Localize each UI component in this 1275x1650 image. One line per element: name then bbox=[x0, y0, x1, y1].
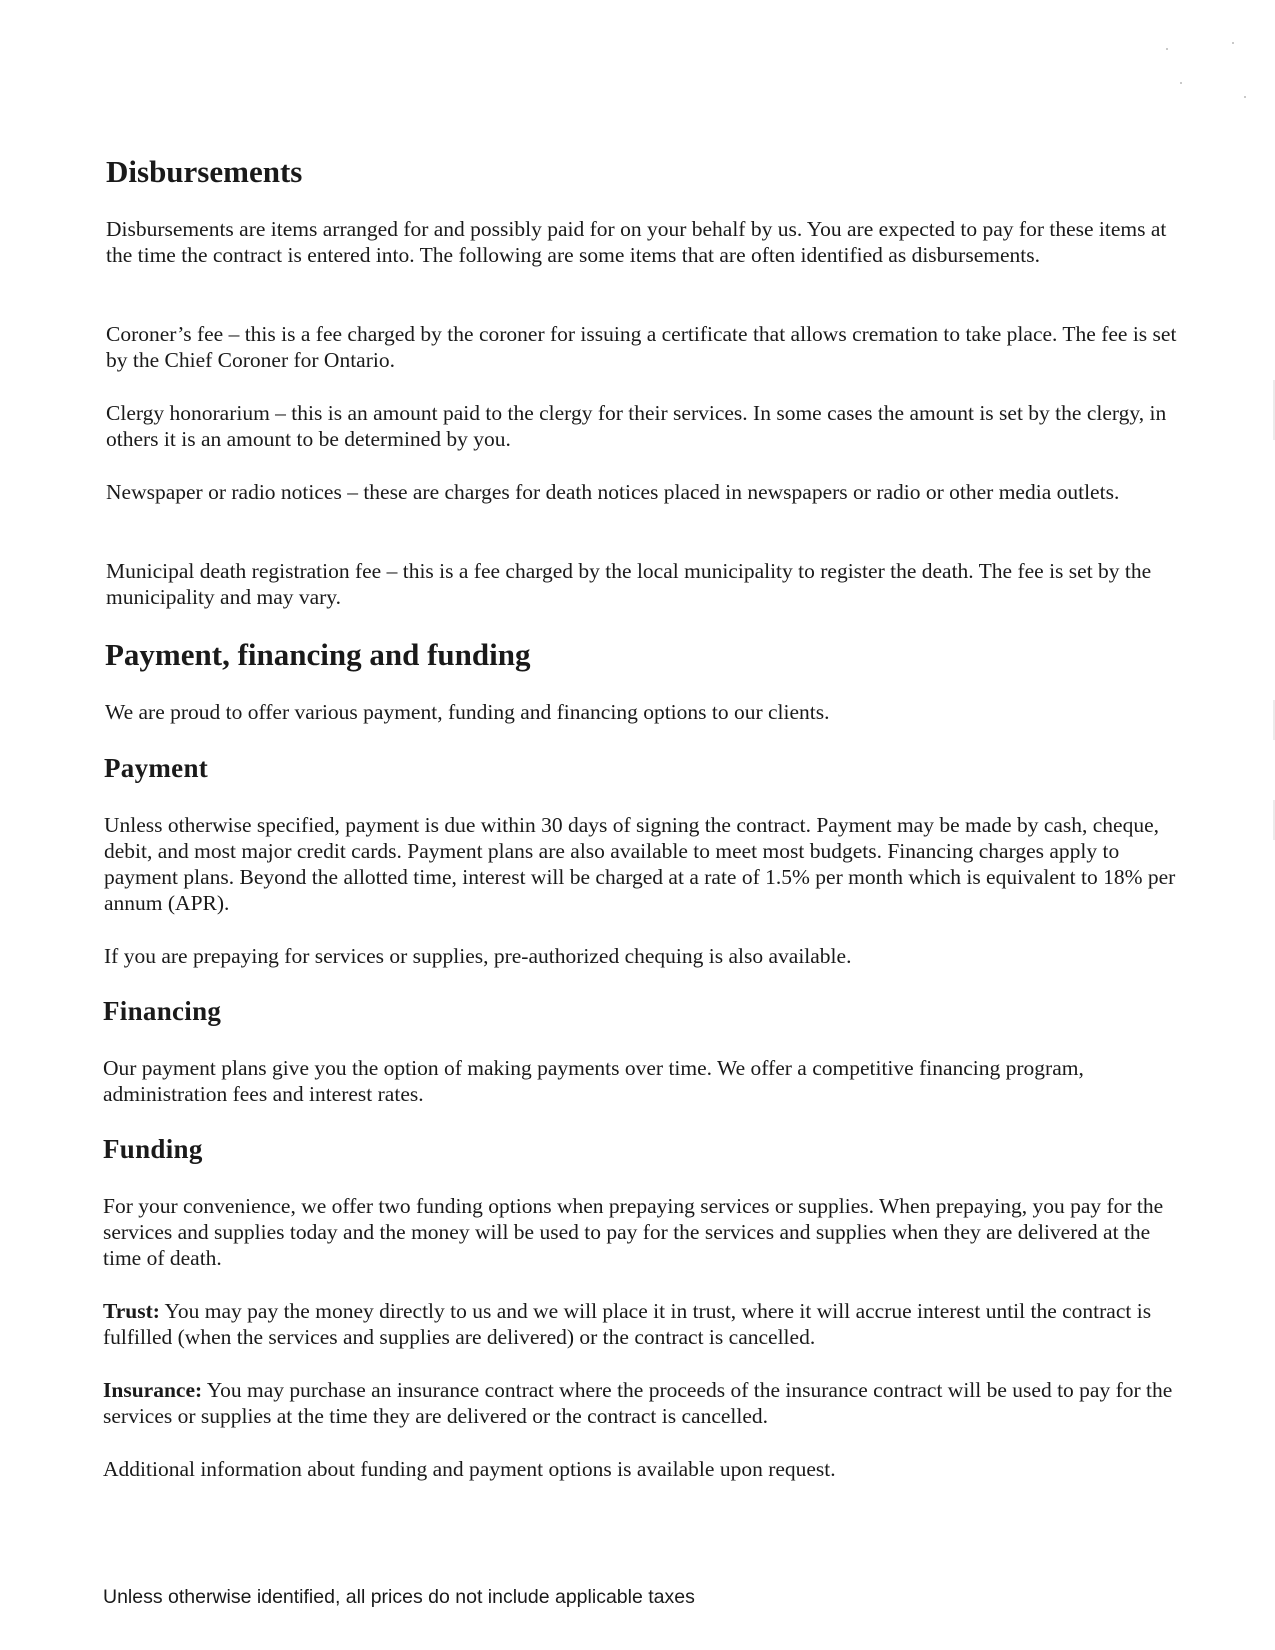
trust-text: You may pay the money directly to us and we will place it in trust, where it will accrue interest until the contract is fulfilled (when the services and supplies are delivered) or the contract is cancelled. bbox=[103, 1299, 1152, 1349]
payment-financing-funding-intro: We are proud to offer various payment, funding and financing options to our clients. bbox=[105, 700, 830, 724]
clergy-honorarium-paragraph: Clergy honorarium – this is an amount paid to the clergy for their services. In some cases the amount is set by the clergy, in others it is an amount to be determined by you. bbox=[106, 401, 1167, 451]
coroner-fee-paragraph: Coroner’s fee – this is a fee charged by the coroner for issuing a certificate that allows cremation to take place. The fee is set by the Chief Coroner for Ontario. bbox=[106, 322, 1177, 372]
scan-speck bbox=[1180, 82, 1182, 84]
trust-label: Trust: bbox=[103, 1299, 160, 1323]
funding-heading: Funding bbox=[103, 1134, 203, 1164]
insurance-paragraph bbox=[103, 1377, 1178, 1429]
taxes-footer-note: Unless otherwise identified, all prices do not include applicable taxes bbox=[103, 1586, 695, 1608]
financing-paragraph: Our payment plans give you the option of making payments over time. We offer a competitive financing program, administration fees and interest rates. bbox=[103, 1056, 1084, 1106]
scan-speck bbox=[1166, 48, 1168, 50]
additional-info-paragraph: Additional information about funding and payment options is available upon request. bbox=[103, 1457, 836, 1481]
notices-paragraph: Newspaper or radio notices – these are charges for death notices placed in newspapers or radio or other media outlets. bbox=[106, 480, 1120, 504]
disbursements-heading: Disbursements bbox=[106, 154, 303, 189]
payment-heading: Payment bbox=[104, 753, 209, 783]
funding-intro-paragraph: For your convenience, we offer two funding options when prepaying services or supplies. When prepaying, you pay for the services and supplies today and the money will be used to pay for the services and supplies when they are delivered at the time of death. bbox=[103, 1194, 1164, 1270]
preauthorized-chequing-paragraph: If you are prepaying for services or supplies, pre-authorized chequing is also available. bbox=[104, 944, 852, 968]
insurance-text: You may purchase an insurance contract where the proceeds of the insurance contract will be used to pay for the services or supplies at the time they are delivered or the contract is cancelled. bbox=[103, 1378, 1173, 1428]
payment-financing-funding-heading: Payment, financing and funding bbox=[105, 637, 531, 672]
payment-terms-paragraph: Unless otherwise specified, payment is due within 30 days of signing the contract. Payment may be made by cash, cheque, debit, and most major credit cards. Payment plans are also available to meet most budgets. Financing charges apply to payment plans. Beyond the allotted time, interest will be charged at a rate of 1.5% per month which is equivalent to 18% per annum (APR). bbox=[104, 813, 1176, 915]
disbursements-intro: Disbursements are items arranged for and possibly paid for on your behalf by us. You are expected to pay for these items at the time the contract is entered into. The following are some items that are often identified as disbursements. bbox=[106, 217, 1167, 267]
scan-speck bbox=[1232, 42, 1234, 44]
trust-paragraph bbox=[103, 1298, 1178, 1350]
scan-speck bbox=[1244, 96, 1246, 98]
municipal-fee-paragraph: Municipal death registration fee – this is a fee charged by the local municipality to register the death. The fee is set by the municipality and may vary. bbox=[106, 559, 1152, 609]
financing-heading: Financing bbox=[103, 996, 222, 1026]
insurance-label: Insurance: bbox=[103, 1378, 203, 1402]
